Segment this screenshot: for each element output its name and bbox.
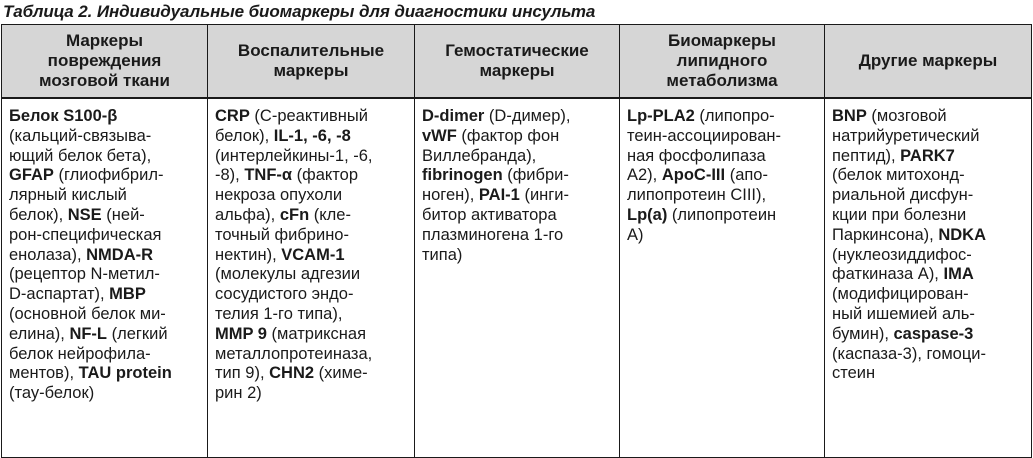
marker-description: кции при болезни <box>832 205 967 224</box>
cell-line <box>832 285 1025 305</box>
marker-name: BNP <box>832 107 867 125</box>
marker-name: PARK7 <box>900 146 955 165</box>
cell-line <box>627 226 818 246</box>
header-line: маркеры <box>479 61 555 80</box>
marker-description: (D-димер), <box>484 107 571 125</box>
marker-description: некроза опухоли <box>215 186 343 205</box>
cell-line <box>832 305 1025 325</box>
marker-description: (кле- <box>309 205 351 224</box>
cell-line <box>215 364 408 384</box>
marker-name: cFn <box>279 205 310 224</box>
header-line: повреждения <box>47 51 162 70</box>
marker-description: (каспаза-3), гомоци- <box>832 344 987 363</box>
marker-name: GFAP <box>9 166 54 185</box>
marker-description: ная фосфолипаза <box>627 146 766 165</box>
cell-line <box>422 107 613 127</box>
table-caption: Таблица 2. Индивидуальные биомаркеры для диагностики инсульта <box>3 2 596 21</box>
marker-name: NMDA-R <box>86 245 154 264</box>
marker-description: стеин <box>832 364 876 383</box>
header-hemostatic-markers <box>415 25 620 99</box>
cell-line <box>215 345 408 365</box>
marker-description: липопротеин CIII), <box>627 186 767 205</box>
cell-line <box>422 246 613 266</box>
cell-line <box>9 246 201 266</box>
marker-name: TNF-α <box>244 166 293 185</box>
marker-description: (фактор фон <box>456 126 560 145</box>
marker-description: теин-ассоциирован- <box>627 126 782 145</box>
header-other-markers <box>825 25 1032 99</box>
marker-description: (основной белок ми- <box>9 304 166 323</box>
marker-description: бумин), <box>832 324 894 343</box>
marker-description: ный ишемией аль- <box>832 304 975 323</box>
cell-line <box>422 206 613 226</box>
cell-line <box>9 285 201 305</box>
cell-line <box>215 107 408 127</box>
cell-line <box>832 325 1025 345</box>
marker-name: VCAM-1 <box>281 245 345 264</box>
marker-name: MBP <box>109 285 146 304</box>
marker-description: риальной дисфун- <box>832 186 974 205</box>
marker-description: фаткиназа А), <box>832 265 944 284</box>
cell-line <box>422 147 613 167</box>
marker-description: (липопротеин <box>667 205 777 224</box>
cell-lipid-metabolism-biomarkers <box>620 98 825 458</box>
cell-line <box>215 325 408 345</box>
marker-name: ApoC-III <box>661 166 726 185</box>
cell-line <box>9 345 201 365</box>
marker-name: Lp(a) <box>627 205 668 224</box>
marker-description: (химе- <box>314 364 368 383</box>
marker-description: точный фибрино- <box>215 225 349 244</box>
cell-line <box>832 186 1025 206</box>
marker-description: (тау-белок) <box>9 384 95 403</box>
marker-name: MMP 9 <box>215 324 267 343</box>
cell-line <box>832 246 1025 266</box>
marker-description: телия 1-го типа), <box>215 304 343 323</box>
marker-description: (рецептор N-метил- <box>9 265 160 284</box>
marker-description: (глиофибрил- <box>53 166 164 185</box>
marker-description: (апо- <box>725 166 768 185</box>
marker-name: NDKA <box>938 225 986 244</box>
marker-description: (ней- <box>101 205 145 224</box>
cell-line <box>9 364 201 384</box>
cell-inflammatory-markers <box>208 98 415 458</box>
marker-name: caspase-3 <box>893 324 974 343</box>
marker-description: (интерлейкины-1, -6, <box>215 146 373 165</box>
cell-line <box>9 384 201 404</box>
cell-line <box>215 206 408 226</box>
marker-description: ноген), <box>422 186 479 205</box>
header-brain-tissue-markers <box>2 25 208 99</box>
cell-line <box>832 147 1025 167</box>
marker-description: (мозговой <box>866 107 947 125</box>
cell-line <box>832 166 1025 186</box>
cell-line <box>627 206 818 226</box>
marker-description: Паркинсона), <box>832 225 939 244</box>
cell-line <box>832 107 1025 127</box>
cell-line <box>832 206 1025 226</box>
cell-line <box>832 226 1025 246</box>
marker-description: натрийуретический <box>832 126 980 145</box>
cell-line <box>9 206 201 226</box>
header-row <box>2 25 1032 99</box>
cell-line <box>9 147 201 167</box>
cell-line <box>9 186 201 206</box>
header-line: маркеры <box>273 61 349 80</box>
cell-line <box>9 166 201 186</box>
header-line: мозговой ткани <box>39 71 170 90</box>
cell-hemostatic-markers <box>415 98 620 458</box>
marker-name: D-dimer <box>422 107 485 125</box>
header-line: Воспалительные <box>237 41 385 60</box>
cell-line <box>627 107 818 127</box>
marker-description: белок нейрофила- <box>9 344 151 363</box>
cell-line <box>215 285 408 305</box>
marker-name: NSE <box>67 205 102 224</box>
cell-other-markers <box>825 98 1032 458</box>
marker-description: (кальций-связыва- <box>9 126 152 145</box>
marker-description: плазминогена 1-го <box>422 225 564 244</box>
biomarkers-table <box>1 24 1032 458</box>
marker-description: (фибри- <box>502 166 569 185</box>
cell-line <box>627 147 818 167</box>
header-line: Гемостатические <box>445 41 589 60</box>
header-lipid-metabolism-biomarkers <box>620 25 825 99</box>
cell-line <box>422 226 613 246</box>
marker-name: CHN2 <box>269 364 315 383</box>
cell-line <box>215 127 408 147</box>
marker-description: (С-реактивный <box>249 107 368 125</box>
header-line: Другие маркеры <box>858 51 998 70</box>
cell-line <box>832 345 1025 365</box>
header-line: Биомаркеры <box>668 31 776 50</box>
header-line: липидного <box>676 51 768 70</box>
marker-description: ющий белок бета), <box>9 146 152 165</box>
marker-name: TAU protein <box>78 364 172 383</box>
marker-description: рин 2) <box>215 384 262 403</box>
marker-description: (белок митохонд- <box>832 166 965 185</box>
marker-description: (матриксная <box>266 324 367 343</box>
marker-name: IL-1, -6, -8 <box>273 126 351 145</box>
marker-name: PAI-1 <box>478 186 520 205</box>
marker-name: Белок S100-β <box>9 107 118 125</box>
marker-description: (липопро- <box>694 107 775 125</box>
marker-description: енолаза), <box>9 245 87 264</box>
header-inflammatory-markers <box>208 25 415 99</box>
cell-line <box>422 127 613 147</box>
cell-line <box>627 127 818 147</box>
marker-description: Виллебранда), <box>422 146 537 165</box>
marker-description: A) <box>627 225 644 244</box>
cell-line <box>215 166 408 186</box>
cell-line <box>215 265 408 285</box>
cell-line <box>9 107 201 127</box>
marker-description: (фактор <box>292 166 359 185</box>
cell-line <box>832 364 1025 384</box>
marker-name: vWF <box>422 126 457 145</box>
marker-description: (нуклеозиддифос- <box>832 245 972 264</box>
cell-line <box>422 166 613 186</box>
cell-line <box>9 226 201 246</box>
marker-description: альфа), <box>215 205 280 224</box>
marker-description: (молекулы адгезии <box>215 265 361 284</box>
marker-description: рон-специфическая <box>9 225 162 244</box>
marker-name: IMA <box>943 265 974 284</box>
marker-description: лярный кислый <box>9 186 127 205</box>
marker-name: fibrinogen <box>422 166 503 185</box>
marker-description: (инги- <box>519 186 569 205</box>
cell-line <box>832 127 1025 147</box>
marker-description: сосудистого эндо- <box>215 285 354 304</box>
marker-description: нектин), <box>215 245 282 264</box>
table-row <box>2 98 1032 458</box>
marker-description: A2), <box>627 166 662 185</box>
marker-description: D-аспартат), <box>9 285 110 304</box>
marker-description: металлопротеиназа, <box>215 344 373 363</box>
marker-description: -8), <box>215 166 245 185</box>
cell-line <box>215 186 408 206</box>
cell-brain-tissue-markers <box>2 98 208 458</box>
marker-description: (модифицирован- <box>832 285 969 304</box>
header-line: метаболизма <box>666 71 778 90</box>
cell-line <box>422 186 613 206</box>
cell-line <box>627 186 818 206</box>
marker-description: белок), <box>215 126 274 145</box>
cell-line <box>9 305 201 325</box>
cell-line <box>215 226 408 246</box>
cell-line <box>627 166 818 186</box>
cell-line <box>215 147 408 167</box>
cell-line <box>9 265 201 285</box>
cell-line <box>832 265 1025 285</box>
marker-name: CRP <box>215 107 250 125</box>
marker-description: типа) <box>422 245 463 264</box>
marker-description: (легкий <box>107 324 168 343</box>
cell-line <box>215 246 408 266</box>
cell-line <box>9 127 201 147</box>
header-line: Маркеры <box>65 31 144 50</box>
cell-line <box>215 384 408 404</box>
cell-line <box>9 325 201 345</box>
marker-name: NF-L <box>69 324 108 343</box>
marker-name: Lp-PLA2 <box>627 107 695 125</box>
marker-description: ментов), <box>9 364 79 383</box>
marker-description: елина), <box>9 324 70 343</box>
marker-description: тип 9), <box>215 364 270 383</box>
marker-description: белок), <box>9 205 68 224</box>
cell-line <box>215 305 408 325</box>
marker-description: битор активатора <box>422 205 557 224</box>
marker-description: пептид), <box>832 146 901 165</box>
